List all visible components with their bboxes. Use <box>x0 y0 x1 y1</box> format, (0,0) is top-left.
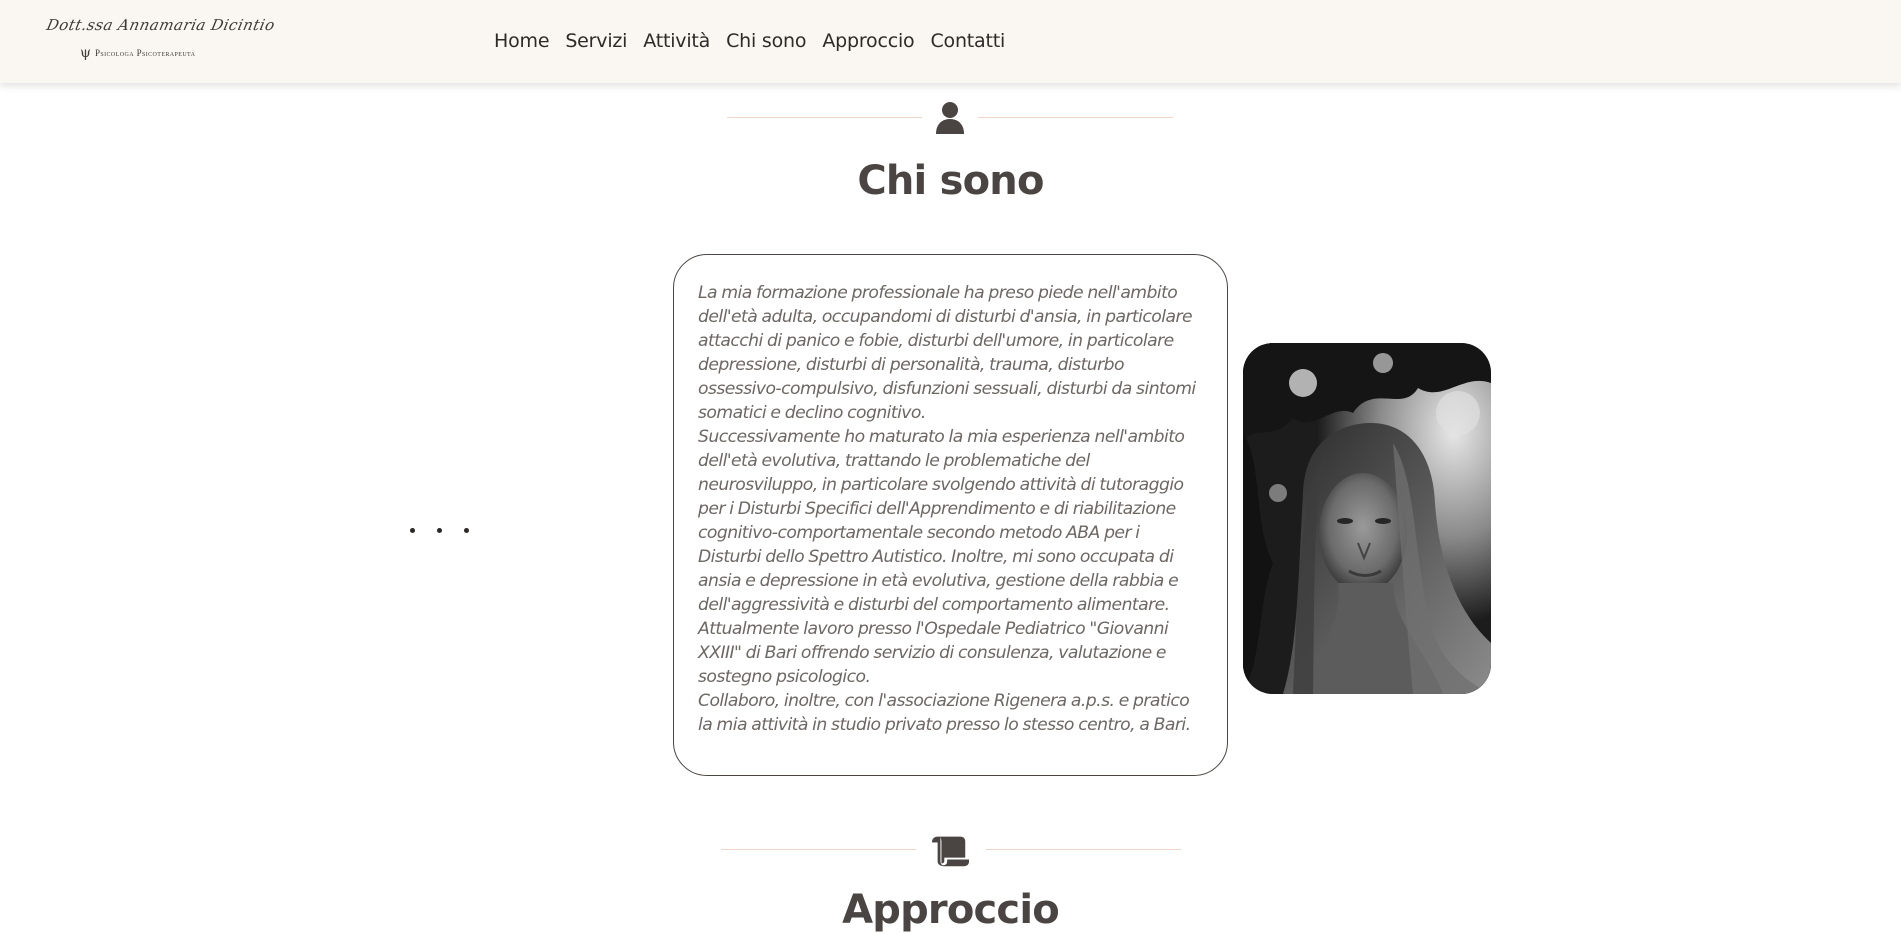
nav-contatti[interactable]: Contatti <box>930 30 1006 52</box>
site-logo[interactable] <box>42 14 277 64</box>
divider-line-right <box>986 849 1181 850</box>
user-icon <box>930 98 970 138</box>
carousel-dots[interactable] <box>410 528 469 533</box>
nav-attivita[interactable]: Attività <box>643 30 711 52</box>
about-paragraph: Collaboro, inoltre, con l'associazione Rigenera a.p.s. e pratico la mia attività in studio privato presso lo stesso centro, a Bari. <box>698 691 1191 735</box>
divider-line-left <box>721 849 916 850</box>
divider-line-left <box>727 117 922 118</box>
about-paragraph: Attualmente lavoro presso l'Ospedale Pediatrico "Giovanni XXIII" di Bari offrendo servizio di consulenza, valutazione e sostegno psicologico. <box>698 619 1169 687</box>
about-paragraph: Successivamente ho maturato la mia esperienza nell'ambito dell'età evolutiva, trattando le problematiche del neurosviluppo, in particolare svolgendo attività di tutoraggio per i Disturbi Specifici dell'Apprendimento e di riabilitazione cognitivo-comportamentale secondo metodo ABA per i Disturbi dello Spettro Autistico. Inoltre, mi sono occupata di ansia e depressione in età evolutiva, gestione della rabbia e dell'aggressività e disturbi del comportamento alimentare. <box>698 427 1185 615</box>
logo-subtitle: Psicologa Psicoterapeuta <box>94 48 196 58</box>
about-title: Chi sono <box>857 158 1044 204</box>
about-text-card <box>673 254 1228 776</box>
logo-subtitle-row <box>80 45 195 61</box>
site-header <box>0 0 1901 83</box>
about-divider <box>727 98 1173 138</box>
dot[interactable] <box>410 528 415 533</box>
nav-home[interactable]: Home <box>494 30 550 52</box>
approach-title: Approccio <box>842 887 1059 933</box>
logo-signature: Dott.ssa Annamaria Dicintio <box>44 16 277 34</box>
scroll-icon <box>930 830 970 870</box>
psi-icon: ψ <box>80 45 91 61</box>
nav-approccio[interactable]: Approccio <box>822 30 915 52</box>
approach-divider <box>721 830 1181 870</box>
about-paragraph: La mia formazione professionale ha preso piede nell'ambito dell'età adulta, occupandomi di disturbi d'ansia, in particolare attacchi di panico e fobie, disturbi dell'umore, in particolare depressione, disturbi di personalità, trauma, disturbo ossessivo-compulsivo, disfunzioni sessuali, disturbi da sintomi somatici e declino cognitivo. <box>698 283 1196 423</box>
nav-chi-sono[interactable]: Chi sono <box>726 30 807 52</box>
dot[interactable] <box>437 528 442 533</box>
dot[interactable] <box>464 528 469 533</box>
main-nav <box>494 28 1005 54</box>
divider-line-right <box>978 117 1173 118</box>
nav-servizi[interactable]: Servizi <box>565 30 628 52</box>
profile-photo <box>1243 343 1491 694</box>
